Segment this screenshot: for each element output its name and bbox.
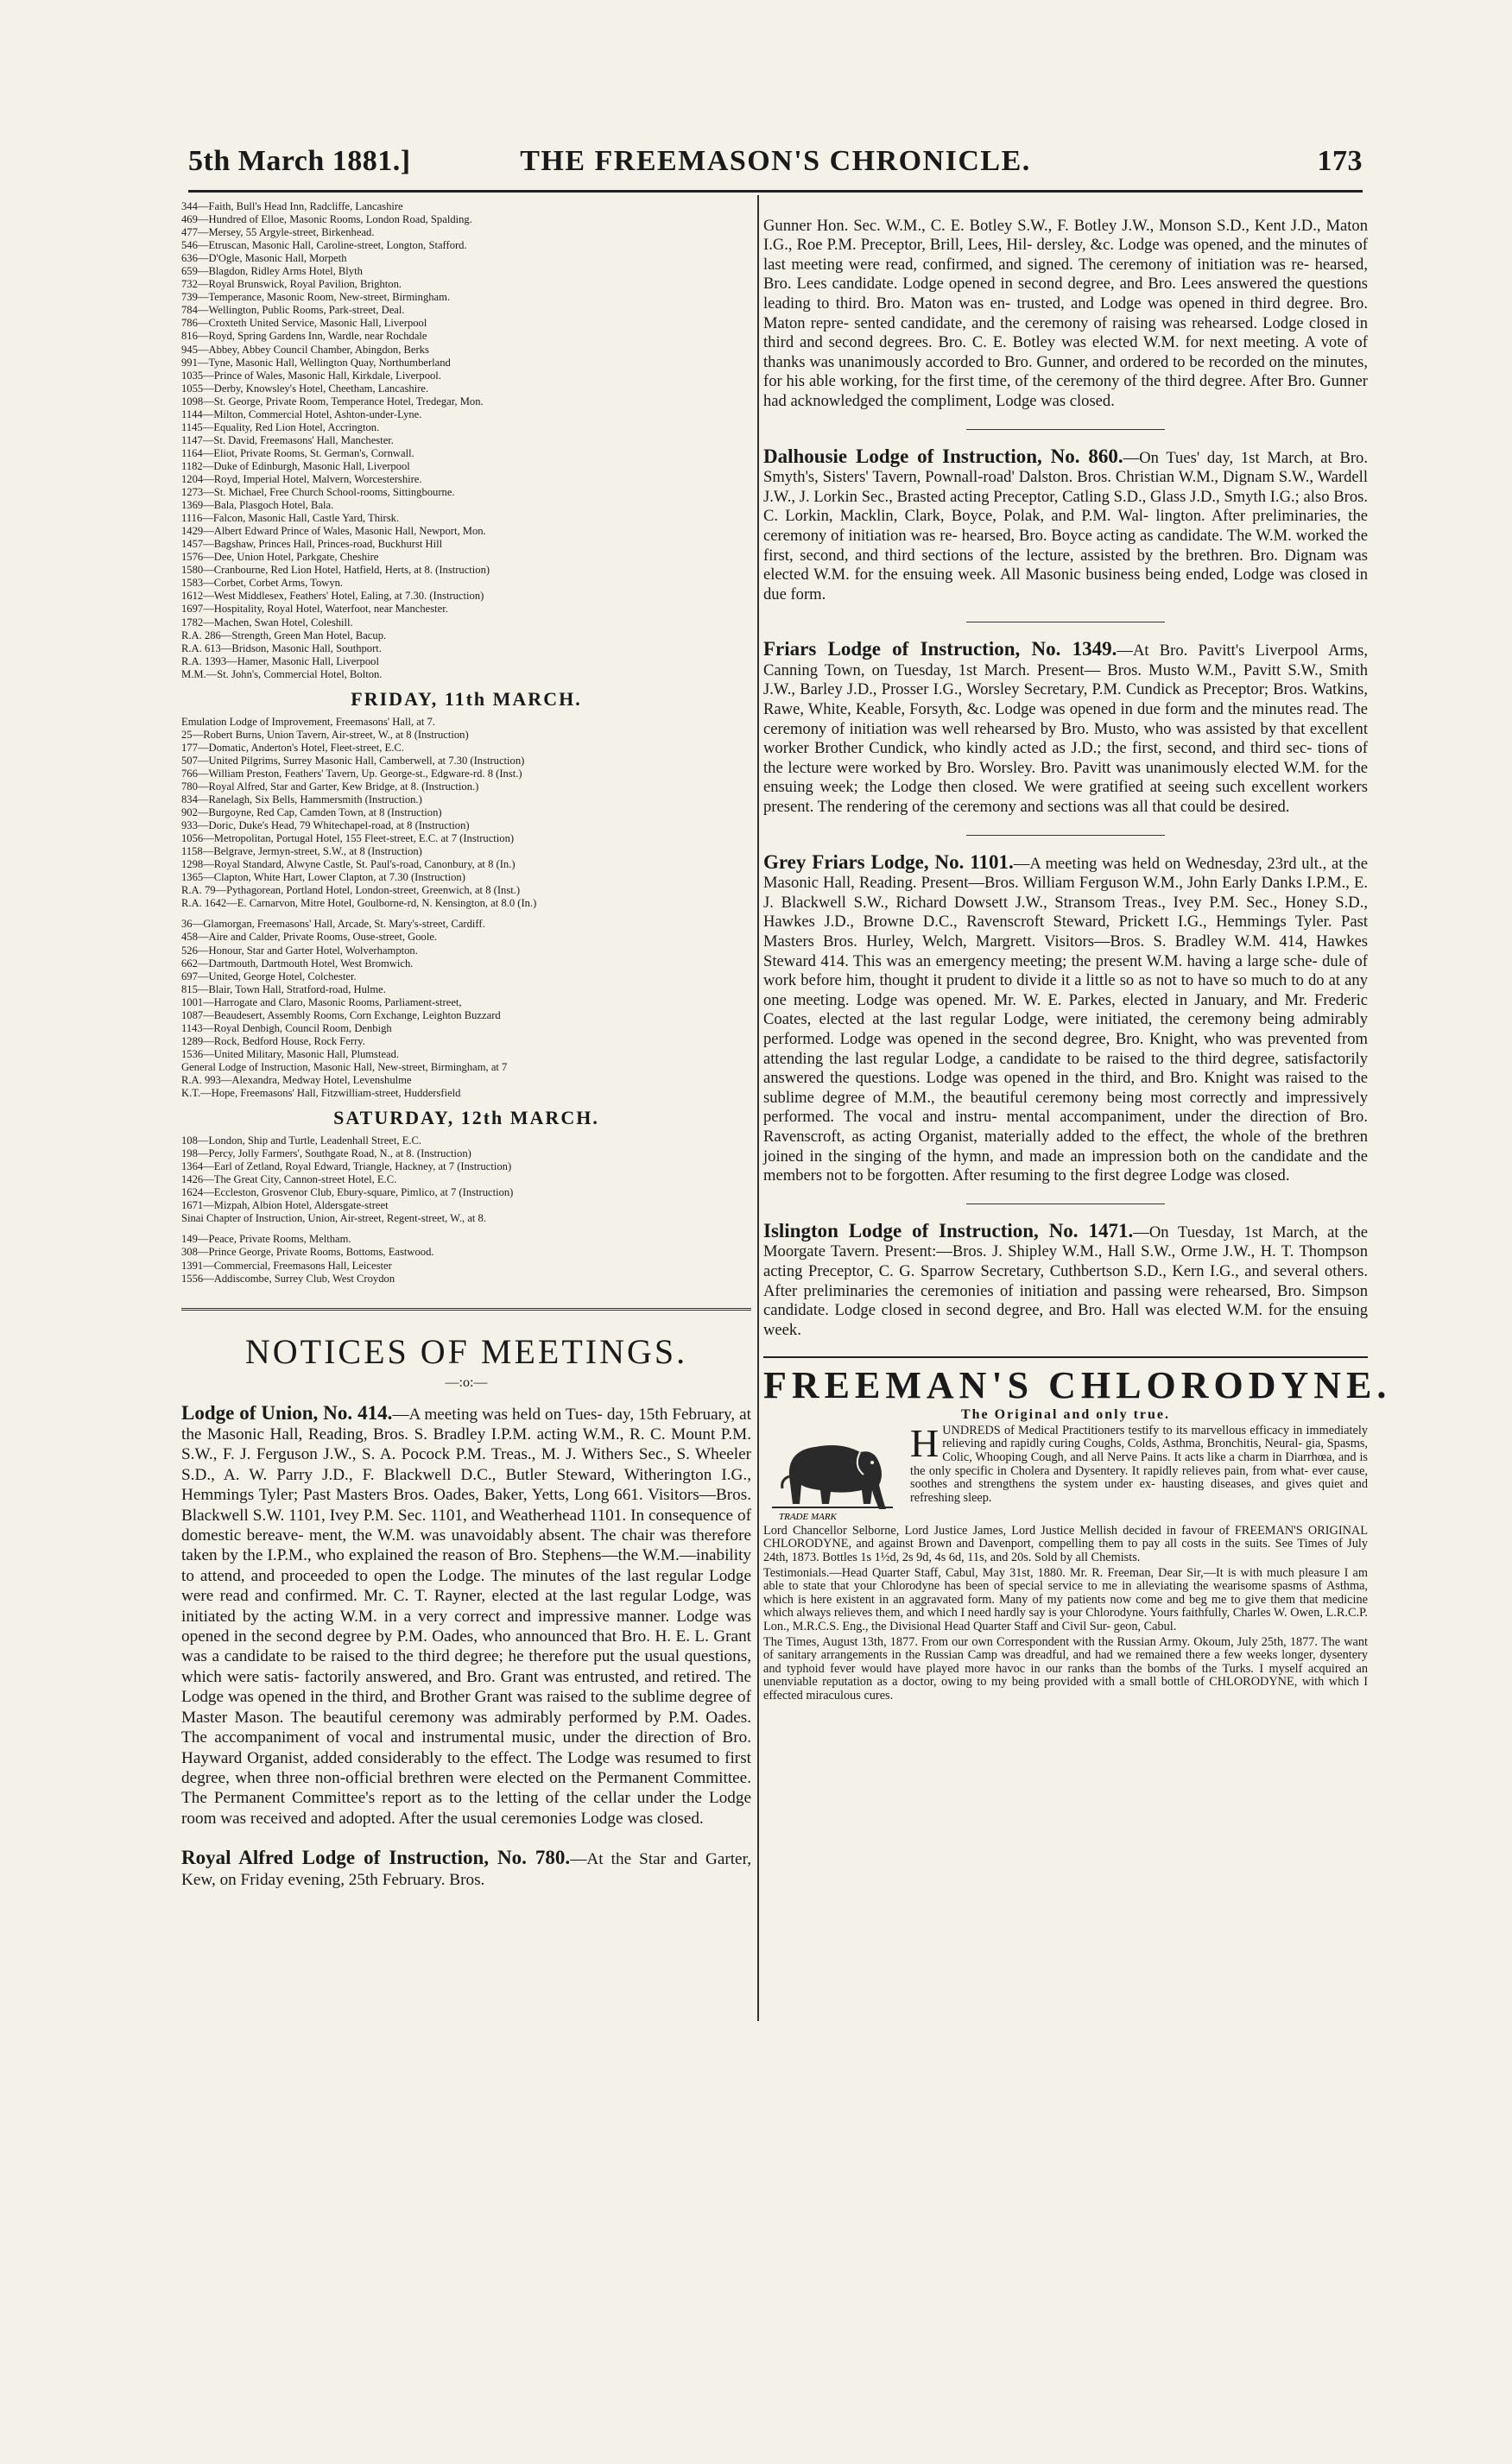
lodge-entry: 308—Prince George, Private Rooms, Bottoms, Eastwood. — [181, 1246, 434, 1259]
lodge-entry: 477—Mersey, 55 Argyle-street, Birkenhead. — [181, 226, 375, 239]
ad-title: FREEMAN'S CHLORODYNE. — [763, 1363, 1392, 1406]
lodge-entry: 1289—Rock, Bedford House, Rock Ferry. — [181, 1034, 365, 1047]
elephant-trademark-icon — [763, 1425, 902, 1521]
lodge-entry: 1624—Eccleston, Grosvenor Club, Ebury-square, Pimlico, at 7 (Instruction) — [181, 1186, 514, 1199]
saturday-heading: SATURDAY, 12th MARCH. — [333, 1107, 599, 1129]
ad-testimonial: The Times, August 13th, 1877. From our own Correspondent with the Russian Army. Okoum, July 25th, 1877. The want of sanitary arrangements in the Russian Camp was dreadful, and had we remained there a few weeks longer, dysentery and typhoid fever would have played more havoc in our ranks than the bombs of the Turks. I myself acquired an unenviable reputation as a doctor, owing to my being provided with a small bottle of CHLORODYNE, with which I effected miraculous cures. — [763, 1634, 1368, 1703]
lodge-entry: R.A. 79—Pythagorean, Portland Hotel, London-street, Greenwich, at 8 (Inst.) — [181, 884, 521, 897]
lodge-entry: R.A. 1393—Hamer, Masonic Hall, Liverpool — [181, 654, 379, 667]
lodge-entry: 1056—Metropolitan, Portugal Hotel, 155 Fleet-street, E.C. at 7 (Instruction) — [181, 832, 515, 845]
lodge-entry: 1164—Eliot, Private Rooms, St. German's, Cornwall. — [181, 446, 414, 459]
lodge-list-friday-country — [181, 918, 751, 1100]
lodge-entry: Emulation Lodge of Improvement, Freemasons' Hall, at 7. — [181, 715, 435, 728]
lodge-entry: 1369—Bala, Plasgoch Hotel, Bala. — [181, 499, 334, 512]
lodge-list-saturday-country — [181, 1233, 751, 1285]
lodge-entry: 991—Tyne, Masonic Hall, Wellington Quay, Northumberland — [181, 356, 451, 369]
ad-paragraph: Lord Chancellor Selborne, Lord Justice James, Lord Justice Mellish decided in favour of FREEMAN'S ORIGINAL CHLORODYNE, and against Brown and Davenport, compelling them to pay all costs in the suits. See Times of July 24th, 1873. Bottles 1s 1½d, 2s 9d, 4s 6d, 11s, and 20s. Sold by all Chemists. — [763, 1523, 1368, 1565]
lodge-entry: 786—Croxteth United Service, Masonic Hall, Liverpool — [181, 317, 427, 330]
lodge-entry: 1098—St. George, Private Room, Temperance Hotel, Tredegar, Mon. — [181, 395, 484, 408]
lodge-entry: 1671—Mizpah, Albion Hotel, Aldersgate-street — [181, 1199, 389, 1212]
lodge-entry: 546—Etruscan, Masonic Hall, Caroline-street, Longton, Stafford. — [181, 239, 467, 252]
lodge-entry: 815—Blair, Town Hall, Stratford-road, Hulme. — [181, 982, 386, 995]
lodge-entry: General Lodge of Instruction, Masonic Hall, New-street, Birmingham, at 7 — [181, 1060, 508, 1073]
section-rule — [181, 1308, 751, 1311]
lodge-entry: 1273—St. Michael, Free Church School-rooms, Sittingbourne. — [181, 486, 455, 499]
ad-body — [763, 1420, 1368, 1703]
lodge-entry: 784—Wellington, Public Rooms, Park-street, Deal. — [181, 304, 405, 317]
lodge-entry: 1147—St. David, Freemasons' Hall, Manchester. — [181, 433, 394, 446]
article-separator — [966, 429, 1165, 430]
left-column — [181, 200, 751, 2022]
lodge-entry: 1697—Hospitality, Royal Hotel, Waterfoot, near Manchester. — [181, 603, 448, 616]
article-text: —At the Star and Garter, Kew, on Friday evening, 25th February. Bros. — [181, 1850, 751, 1889]
article-friars — [763, 640, 1368, 817]
lodge-entry: 1055—Derby, Knowsley's Hotel, Cheetham, Lancashire. — [181, 382, 429, 395]
masthead-title: THE FREEMASON'S CHRONICLE. — [520, 145, 1031, 177]
trade-mark-label: TRADE MARK — [779, 1511, 837, 1521]
article-lodge-of-union — [181, 1403, 751, 1829]
lodge-entry: 732—Royal Brunswick, Royal Pavilion, Brighton. — [181, 278, 402, 291]
friday-heading: FRIDAY, 11th MARCH. — [351, 687, 582, 710]
lodge-entry: 1035—Prince of Wales, Masonic Hall, Kirkdale, Liverpool. — [181, 369, 441, 382]
article-text: —A meeting was held on Tues- day, 15th February, at the Masonic Hall, Reading, Bros. S. Bradley I.P.M. acting W.M., R. C. Mount P.M. S.W., F. J. Ferguson J.W., S. A. Pocock P.M. Treas., M. J. Withers Sec., S. Wheeler S.D., A. W. Parry J.D., F. Blackwell D.C., Butler Steward, Witherington I.G., Hemmings Tyler; Past Masters Bros. Oades, Baker, Yetts, Long 661. Visitors—Bros. Blackwell S.W. 1101, Ivey P.M. Sec. 1101, and Weatherhead 1101. In consequence of domestic bereave- ment, the W.M. was unavoidably absent. The chair was therefore taken by the I.P.M., who explained the reason of Bro. Stephens—the W.M.—inability to attend, and proceeded to open the Lodge. The minutes of the last regular Lodge were read and confirmed. Mr. C. T. Rayner, elected at the last regular Lodge, was initiated by the acting W.M. in a very correct and impressive manner. Lodge was opened in the second degree by P.M. Oades, who announced that Bro. H. E. L. Grant was a candidate to be raised to the third degree; he therefore put the usual questions, which were satis- factorily answered, and Bro. Grant was entrusted, and retired. The Lodge was opened in the third, and Brother Grant was raised to the sublime degree of Master Mason. The beautiful ceremony was admirably performed by P.M. Oades. The accompaniment of vocal and instrumental music, under the direction of Bro. Hayward Organist, added considerably to the effect. The Lodge was resumed to first degree, when three non-official brethren were elected on the Permanent Committee. The Permanent Committee's report as to the letting of the cellar under the Lodge room was received and adopted. After the usual ceremonies Lodge was closed. — [181, 1405, 752, 1828]
ad-subtitle: The Original and only true. — [960, 1406, 1171, 1422]
lodge-entry: 780—Royal Alfred, Star and Garter, Kew Bridge, at 8. (Instruction.) — [181, 780, 479, 793]
lodge-entry: R.A. 286—Strength, Green Man Hotel, Bacup. — [181, 629, 387, 641]
lodge-entry: 902—Burgoyne, Red Cap, Camden Town, at 8 (Instruction) — [181, 806, 442, 819]
lodge-entry: 1576—Dee, Union Hotel, Parkgate, Cheshire — [181, 551, 379, 564]
lodge-list-thursday — [181, 200, 751, 681]
article-title: Dalhousie Lodge of Instruction, No. 860. — [763, 445, 1123, 467]
ad-intro-text: UNDREDS of Medical Practitioners testify to its marvellous efficacy in immediately relieving and rapidly curing Coughs, Colds, Asthma, Bronchitis, Neural- gia, Spasms, Colic, Whooping Cough, and all Nerve Pains. It acts like a charm in Diarrhœa, and is the only specific in Cholera and Dysentery. It rapidly relieves pain, from what- ever cause, soothes and strengthens the system under ex- hausting diseases, and gives quiet and refreshing sleep. — [910, 1423, 1368, 1505]
lodge-entry: 659—Blagdon, Ridley Arms Hotel, Blyth — [181, 265, 363, 278]
lodge-entry: K.T.—Hope, Freemasons' Hall, Fitzwilliam-street, Huddersfield — [181, 1087, 461, 1100]
lodge-entry: 1001—Harrogate and Claro, Masonic Rooms, Parliament-street, — [181, 995, 462, 1008]
lodge-entry: 344—Faith, Bull's Head Inn, Radcliffe, Lancashire — [181, 200, 403, 212]
lodge-entry: R.A. 613—Bridson, Masonic Hall, Southport. — [181, 641, 382, 654]
lodge-entry: 834—Ranelagh, Six Bells, Hammersmith (Instruction.) — [181, 793, 422, 806]
lodge-entry: 149—Peace, Private Rooms, Meltham. — [181, 1233, 351, 1246]
lodge-entry: 697—United, George Hotel, Colchester. — [181, 970, 357, 982]
lodge-entry: 1391—Commercial, Freemasons Hall, Leicester — [181, 1259, 392, 1272]
article-royal-alfred-continued — [763, 217, 1368, 412]
lodge-entry: 816—Royd, Spring Gardens Inn, Wardle, near Rochdale — [181, 330, 427, 343]
article-text: —On Tuesday, 1st March, at the Moorgate Tavern. Present:—Bros. J. Shipley W.M., Hall S.W., Orme J.W., H. T. Thompson acting Preceptor, C. G. Sparrow Secretary, Cuthbertson S.D., Kern I.G., and several others. After preliminaries the ceremonies of initiation and passing were rehearsed, Bro. Simpson candidate. Lodge closed in second degree, and Bro. Hall was elected W.M. for the ensuing week. — [763, 1223, 1369, 1339]
lodge-entry: 1429—Albert Edward Prince of Wales, Masonic Hall, Newport, Mon. — [181, 525, 486, 538]
lodge-entry: 1204—Royd, Imperial Hotel, Malvern, Worcestershire. — [181, 472, 422, 485]
article-dalhousie — [763, 447, 1368, 605]
article-grey-friars — [763, 850, 1368, 1186]
lodge-entry: 1583—Corbet, Corbet Arms, Towyn. — [181, 577, 344, 590]
lodge-entry: 1182—Duke of Edinburgh, Masonic Hall, Liverpool — [181, 459, 410, 472]
lodge-entry: 36—Glamorgan, Freemasons' Hall, Arcade, St. Mary's-street, Cardiff. — [181, 918, 485, 931]
article-title: Friars Lodge of Instruction, No. 1349. — [763, 638, 1117, 660]
article-text: —On Tues' day, 1st March, at Bro. Smyth's, Sisters' Tavern, Pownall-road' Dalston. Bros. Christian W.M., Dignam S.W., Wardell J.W., J. Lorkin Sec., Brasted acting Preceptor, Catling S.D., Glass J.D., Smyth I.G.; also Bros. C. Lorkin, Macklin, Clark, Boyce, Polak, and P.M. Wal- lington. After preliminaries, the ceremony of initiation was re- hearsed, Bro. Boyce acting as candidate. The W.M. worked the first, second, and third sections of the lecture, assisted by the brethren. Bro. Dignam was elected W.M. for the ensuing week. All Masonic business being ended, Lodge was closed in due form. — [763, 448, 1368, 603]
article-text: —A meeting was held on Wednesday, 23rd ult., at the Masonic Hall, Reading. Present—Bros. William Ferguson W.M., John Early Danks I.P.M., E. J. Blackwell S.W., Richard Dowsett J.W., Stransom Treas., Ivey P.M. Sec., Honey S.D., Hawkes J.D., Browne D.C., Ravenscroft Steward, Prickett I.G., Hemmings Tyler. Past Masters Bros. Hurley, Welch, Margrett. Visitors—Bros. S. Bradley W.M. 414, Hawkes Steward 414. This was an emergency meeting; the present W.M. having a large sche- dule of work before him, thought it prudent to divide it a little so as not to have so much to do at any one meeting. Lodge was opened. Mr. W. E. Parkes, elected in January, and Mr. Frederic Coates, elected at the last regular Lodge, were initiated, the ceremony being admirably performed. Lodge was opened in the second degree, Bro. Knight, who was prevented from attending the last regular Lodge, a candidate to be raised to the third degree, satisfactorily answered the questions. Lodge was opened in the third, and Bro. Knight was raised to the sublime degree of M.M., the beautiful ceremony being most correctly and impressively performed. The vocal and instru- mental accompaniment, under the direction of Bro. Ravenscroft, as acting Organist, materially added to the effect, the whole of the brethren joined in the singing of the hymn, and made an impression both on the candidate and the members not to be forgotten. After resuming to the first degree Lodge was closed. — [763, 854, 1368, 1185]
lodge-entry: 177—Domatic, Anderton's Hotel, Fleet-street, E.C. — [181, 741, 404, 754]
article-separator — [966, 835, 1165, 836]
article-text: —At Bro. Pavitt's Liverpool Arms, Canning Town, on Tuesday, 1st March. Present— Bros. Musto W.M., Pavitt S.W., Smith J.W., Barley J.D., Prosser I.G., Worsley Secretary, P.M. Cundick as Preceptor; Bros. Watkins, Rawe, White, Keable, Forsyth, &c. Lodge was opened in due form and the minutes read. The ceremony of initiation was well rehearsed by Bro. Musto, who was assisted by that excellent worker Brother Cundick, who kindly acted as J.D.; the first, second, and third sec- tions of the lecture were worked by Bro. Worsley. Bro. Pavitt was unanimously elected W.M. for the ensuing week; the Lodge then closed. We were gratified at seeing such excellent workers present. The rendering of the ceremony and sections was all that could be desired. — [763, 641, 1368, 817]
article-title: Islington Lodge of Instruction, No. 1471. — [763, 1219, 1134, 1241]
lodge-entry: M.M.—St. John's, Commercial Hotel, Bolton. — [181, 667, 383, 680]
article-islington — [763, 1219, 1369, 1341]
lodge-entry: 1580—Cranbourne, Red Lion Hotel, Hatfield, Herts, at 8. (Instruction) — [181, 564, 490, 577]
lodge-entry: 662—Dartmouth, Dartmouth Hotel, West Bromwich. — [181, 957, 414, 970]
lodge-entry: 1556—Addiscombe, Surrey Club, West Croydon — [181, 1272, 395, 1285]
lodge-entry: 1145—Equality, Red Lion Hotel, Accrington. — [181, 420, 380, 433]
ad-testimonial: Testimonials.—Head Quarter Staff, Cabul, May 31st, 1880. Mr. R. Freeman, Dear Sir,—It is with much pleasure I am able to state that your Chlorodyne has been of special service to me in alleviating the wearisome spasms of Asthma, which is here existent in an aggravated form. Many of my patients now come and beg me to give them that medicine which always relieves them, and which I need hardly say is your Chlorodyne. Yours faithfully, Charles W. Owen, L.R.C.P. Lon., M.R.C.S. Eng., the Divisional Head Quarter Staff and Civil Sur- geon, Cabul. — [763, 1565, 1368, 1634]
page-number: 173 — [1317, 145, 1363, 177]
page-header — [188, 145, 1363, 186]
lodge-entry: Sinai Chapter of Instruction, Union, Air-street, Regent-street, W., at 8. — [181, 1212, 486, 1225]
lodge-entry: 198—Percy, Jolly Farmers', Southgate Road, N., at 8. (Instruction) — [181, 1147, 471, 1160]
ad-dropcap: H — [910, 1420, 939, 1465]
lodge-entry: 526—Honour, Star and Garter Hotel, Wolverhampton. — [181, 944, 418, 957]
lodge-entry: 1116—Falcon, Masonic Hall, Castle Yard, Thirsk. — [181, 512, 400, 525]
lodge-entry: 1457—Bagshaw, Princes Hall, Princes-road, Buckhurst Hill — [181, 538, 443, 551]
lodge-entry: R.A. 993—Alexandra, Medway Hotel, Levenshulme — [181, 1074, 412, 1086]
lodge-entry: 1365—Clapton, White Hart, Lower Clapton, at 7.30 (Instruction) — [181, 871, 465, 884]
notices-ornament: —:o:— — [445, 1374, 488, 1390]
lodge-entry: 1298—Royal Standard, Alwyne Castle, St. Paul's-road, Canonbury, at 8 (In.) — [181, 858, 516, 871]
lodge-entry: 1536—United Military, Masonic Hall, Plumstead. — [181, 1047, 400, 1060]
lodge-entry: 1087—Beaudesert, Assembly Rooms, Corn Exchange, Leighton Buzzard — [181, 1008, 501, 1021]
lodge-list-saturday-london — [181, 1134, 751, 1225]
lodge-entry: 933—Doric, Duke's Head, 79 Whitechapel-road, at 8 (Instruction) — [181, 819, 470, 832]
ad-intro-block — [763, 1420, 1368, 1525]
advertisement-chlorodyne — [763, 1363, 1392, 1703]
lodge-entry: 1612—West Middlesex, Feathers' Hotel, Ealing, at 7.30. (Instruction) — [181, 590, 484, 603]
lodge-entry: 469—Hundred of Elloe, Masonic Rooms, London Road, Spalding. — [181, 213, 472, 226]
lodge-entry: 739—Temperance, Masonic Room, New-street, Birmingham. — [181, 291, 451, 304]
article-text: Gunner Hon. Sec. W.M., C. E. Botley S.W., F. Botley J.W., Monson S.D., Kent J.D., Maton I.G., Roe P.M. Preceptor, Brill, Lees, Hil- dersley, &c. Lodge was opened, and the minutes of last meeting were read, confirmed, and signed. The ceremony of initiation was re- hearsed, Bro. Lees candidate. Lodge opened in second degree, and Bro. Lees answered the questions leading to third. Bro. Maton was en- trusted, and Lodge was opened in third degree. Bro. Maton repre- sented candidate, and the ceremony of raising was rehearsed. Lodge closed in third and second degrees. Bro. C. E. Botley was elected W.M. for next meeting. A vote of thanks was unanimously accorded to Bro. Gunner, and ordered to be recorded on the minutes, for his able working, for the first time, of the ceremony of the third degree. After Bro. Gunner had acknowledged the compliment, Lodge was closed. — [763, 216, 1368, 410]
lodge-entry: 1782—Machen, Swan Hotel, Coleshill. — [181, 616, 353, 629]
header-rule — [188, 190, 1363, 193]
notices-title: NOTICES OF MEETINGS. — [244, 1331, 688, 1371]
issue-date: 5th March 1881.] — [188, 145, 411, 177]
article-title: Lodge of Union, No. 414. — [181, 1401, 393, 1424]
right-column — [763, 200, 1392, 2022]
lodge-entry: 945—Abbey, Abbey Council Chamber, Abingdon, Berks — [181, 343, 429, 356]
lodge-entry: 1158—Belgrave, Jermyn-street, S.W., at 8 (Instruction) — [181, 845, 422, 858]
lodge-entry: 25—Robert Burns, Union Tavern, Air-street, W., at 8 (Instruction) — [181, 728, 469, 741]
article-title: Royal Alfred Lodge of Instruction, No. 780. — [181, 1847, 571, 1869]
lodge-list-friday-london — [181, 716, 751, 911]
lodge-entry: 458—Aire and Calder, Private Rooms, Ouse-street, Goole. — [181, 931, 438, 944]
lodge-entry: 1364—Earl of Zetland, Royal Edward, Triangle, Hackney, at 7 (Instruction) — [181, 1160, 512, 1173]
advertisement-rule — [763, 1356, 1368, 1358]
article-royal-alfred — [181, 1848, 751, 1890]
lodge-entry: 1426—The Great City, Cannon-street Hotel, E.C. — [181, 1173, 397, 1186]
column-divider — [757, 195, 759, 2021]
lodge-entry: 507—United Pilgrims, Surrey Masonic Hall, Camberwell, at 7.30 (Instruction) — [181, 754, 525, 767]
lodge-entry: 766—William Preston, Feathers' Tavern, Up. George-st., Edgware-rd. 8 (Inst.) — [181, 767, 522, 780]
lodge-entry: 1143—Royal Denbigh, Council Room, Denbigh — [181, 1021, 392, 1034]
article-title: Grey Friars Lodge, No. 1101. — [763, 850, 1014, 873]
lodge-entry: 636—D'Ogle, Masonic Hall, Morpeth — [181, 252, 347, 265]
lodge-entry: R.A. 1642—E. Carnarvon, Mitre Hotel, Goulborne-rd, N. Kensington, at 8.0 (In.) — [181, 897, 537, 910]
lodge-entry: 1144—Milton, Commercial Hotel, Ashton-under-Lyne. — [181, 408, 422, 420]
lodge-entry: 108—London, Ship and Turtle, Leadenhall Street, E.C. — [181, 1134, 422, 1147]
